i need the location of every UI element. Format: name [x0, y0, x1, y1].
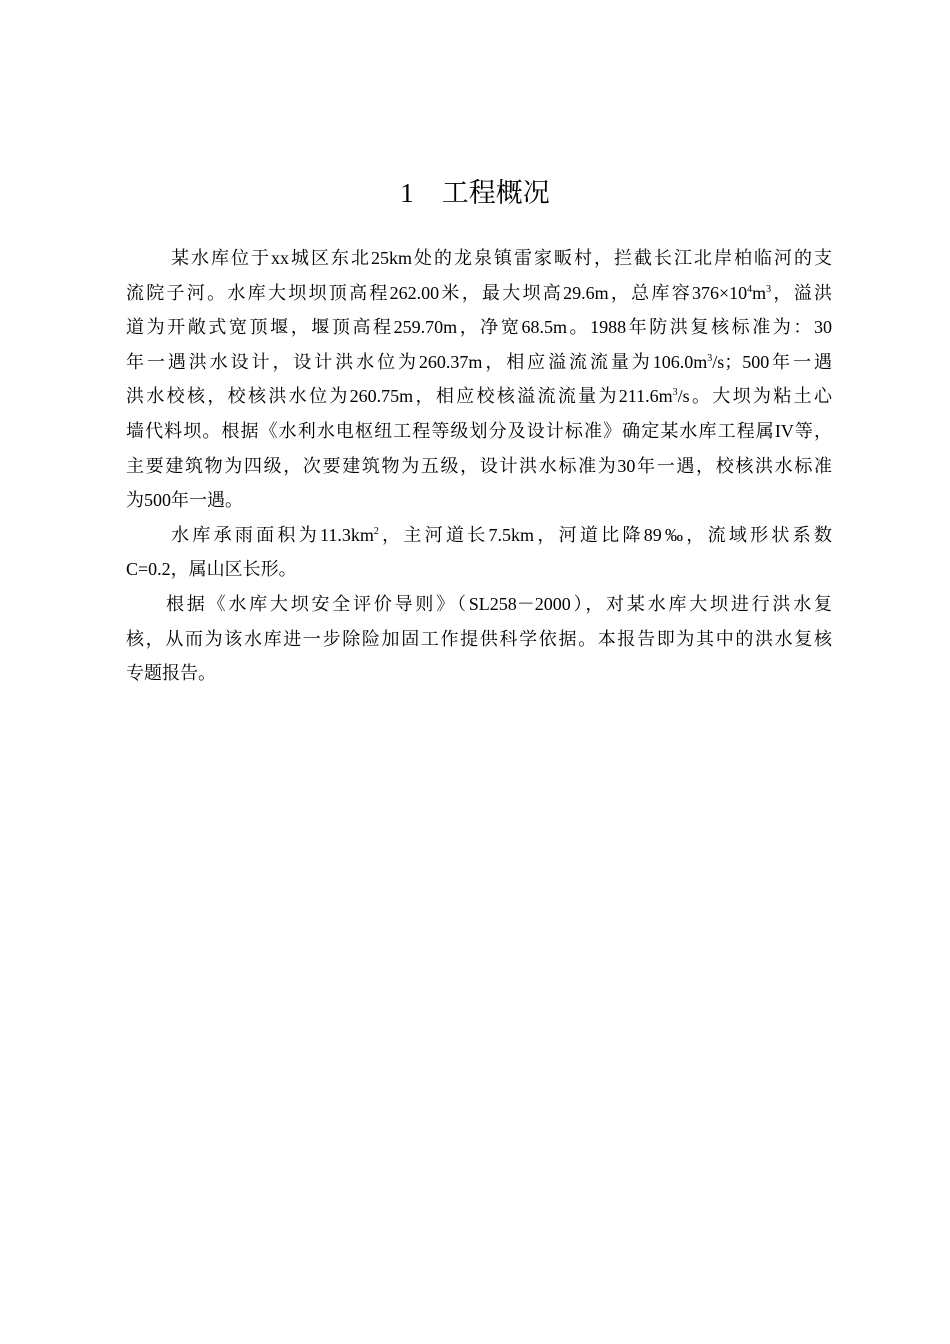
paragraph-1-line-5: 洪水校核，校核洪水位为260.75m，相应校核溢流流量为$211.6m^3/s$。大坝为粘土心 [126, 386, 832, 407]
paragraph-1-line-4: 年一遇洪水设计，设计洪水位为260.37m，相应溢流流量为$106.0m^3/s$；500年一遇 [126, 351, 832, 372]
section-title-text: 工程概况 [441, 178, 550, 209]
paragraph-1-line-3: 道为开敞式宽顶堰，堰顶高程259.70m，净宽68.5m。1988年防洪复核标准为：30 [126, 317, 832, 338]
body-text [126, 241, 832, 691]
section-number: 1 [400, 178, 414, 208]
paragraph-2-line-1: 水库承雨面积为$11.3km^2$，主河道长7.5km，河道比降89‰，流域形状系数 [171, 524, 832, 545]
paragraph-1-line-8: 为500年一遇。 [126, 490, 243, 511]
paragraph-1-line-2: 流院子河。水库大坝坝顶高程262.00米，最大坝高29.6m，总库容$376\times 10^4m^3$，溢洪 [126, 282, 832, 303]
paragraph-3-line-2: 核，从而为该水库进一步除险加固工作提供科学依据。本报告即为其中的洪水复核 [126, 628, 832, 649]
paragraph-3-line-3: 专题报告。 [126, 663, 216, 684]
paragraph-3-line-1: 根据《水库大坝安全评价导则》（SL258－2000），对某水库大坝进行洪水复 [166, 593, 832, 614]
paragraph-1-line-6: 墙代料坝。根据《水利水电枢纽工程等级划分及设计标准》确定某水库工程属IV等， [126, 420, 832, 441]
paragraph-2-line-2: C=0.2，属山区长形。 [126, 559, 297, 580]
paragraph-1-line-7: 主要建筑物为四级，次要建筑物为五级，设计洪水标准为30年一遇，校核洪水标准 [126, 455, 832, 476]
paragraph-1-line-1: 某水库位于xx城区东北25km处的龙泉镇雷家畈村，拦截长江北岸柏临河的支 [171, 248, 832, 268]
section-title [0, 174, 950, 213]
